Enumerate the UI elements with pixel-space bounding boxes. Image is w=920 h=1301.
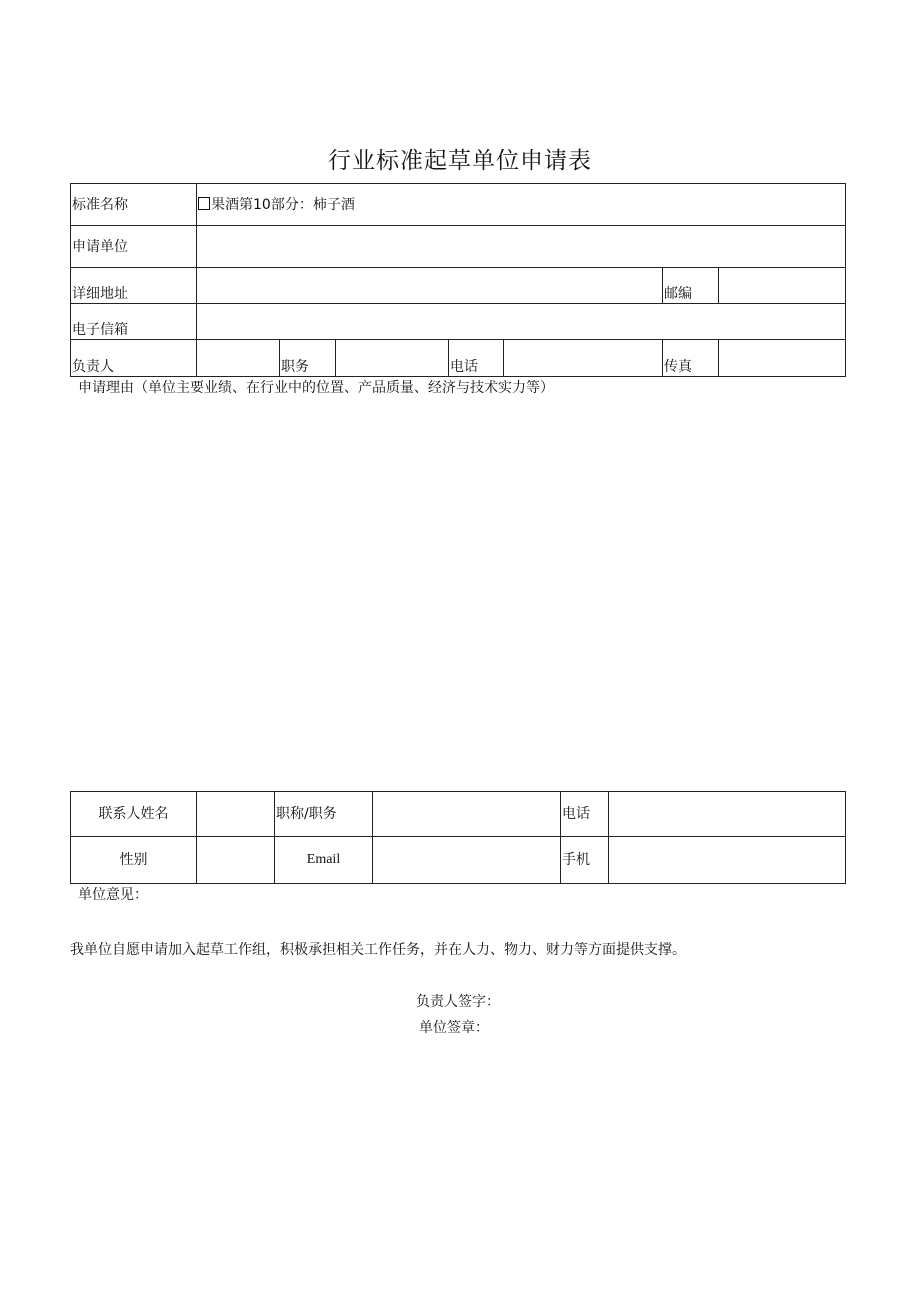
gender-label: 性别 (71, 837, 197, 884)
seal-label: 单位签章： (419, 1020, 489, 1036)
contact-email-label: Email (275, 837, 373, 884)
row-email (71, 304, 846, 340)
contact-phone-field[interactable] (609, 792, 846, 837)
postcode-label: 邮编 (663, 268, 719, 304)
contact-phone-label: 电话 (561, 792, 609, 837)
contact-name-field[interactable] (197, 792, 275, 837)
responsible-person-label: 负责人 (71, 340, 197, 377)
contact-info-table (70, 791, 846, 884)
applicant-unit-field[interactable] (197, 226, 846, 268)
position-label: 职务 (280, 340, 336, 377)
row-contact-name (71, 792, 846, 837)
application-reason-label: 申请理由（单位主要业绩、在行业中的位置、产品质量、经济与技术实力等） (78, 380, 554, 396)
application-info-table (70, 183, 846, 377)
signature-label: 负责人签字： (416, 994, 500, 1010)
row-gender (71, 837, 846, 884)
mobile-label: 手机 (561, 837, 609, 884)
mobile-field[interactable] (609, 837, 846, 884)
phone-label: 电话 (449, 340, 504, 377)
standard-name-value: 果酒第10部分：柿子酒 (211, 196, 355, 213)
row-responsible-person (71, 340, 846, 377)
unit-opinion-label: 单位意见： (78, 887, 148, 903)
fax-field[interactable] (719, 340, 846, 377)
contact-email-field[interactable] (373, 837, 561, 884)
address-label: 详细地址 (71, 268, 197, 304)
title-position-field[interactable] (373, 792, 561, 837)
email-field[interactable] (197, 304, 846, 340)
row-applicant-unit (71, 226, 846, 268)
position-field[interactable] (336, 340, 449, 377)
row-address (71, 268, 846, 304)
responsible-person-field[interactable] (197, 340, 280, 377)
page-title: 行业标准起草单位申请表 (328, 148, 592, 174)
checkbox-icon[interactable] (198, 197, 210, 210)
fax-label: 传真 (663, 340, 719, 377)
email-label: 电子信箱 (71, 304, 197, 340)
applicant-unit-label: 申请单位 (71, 226, 197, 268)
contact-name-label: 联系人姓名 (71, 792, 197, 837)
address-field[interactable] (197, 268, 663, 304)
row-standard-name (71, 184, 846, 226)
commitment-statement: 我单位自愿申请加入起草工作组，积极承担相关工作任务，并在人力、物力、财力等方面提供支撑。 (70, 942, 686, 958)
gender-field[interactable] (197, 837, 275, 884)
title-position-label: 职称/职务 (275, 792, 373, 837)
postcode-field[interactable] (719, 268, 846, 304)
standard-name-cell[interactable] (197, 184, 846, 226)
standard-name-label: 标准名称 (71, 184, 197, 226)
phone-field[interactable] (504, 340, 663, 377)
